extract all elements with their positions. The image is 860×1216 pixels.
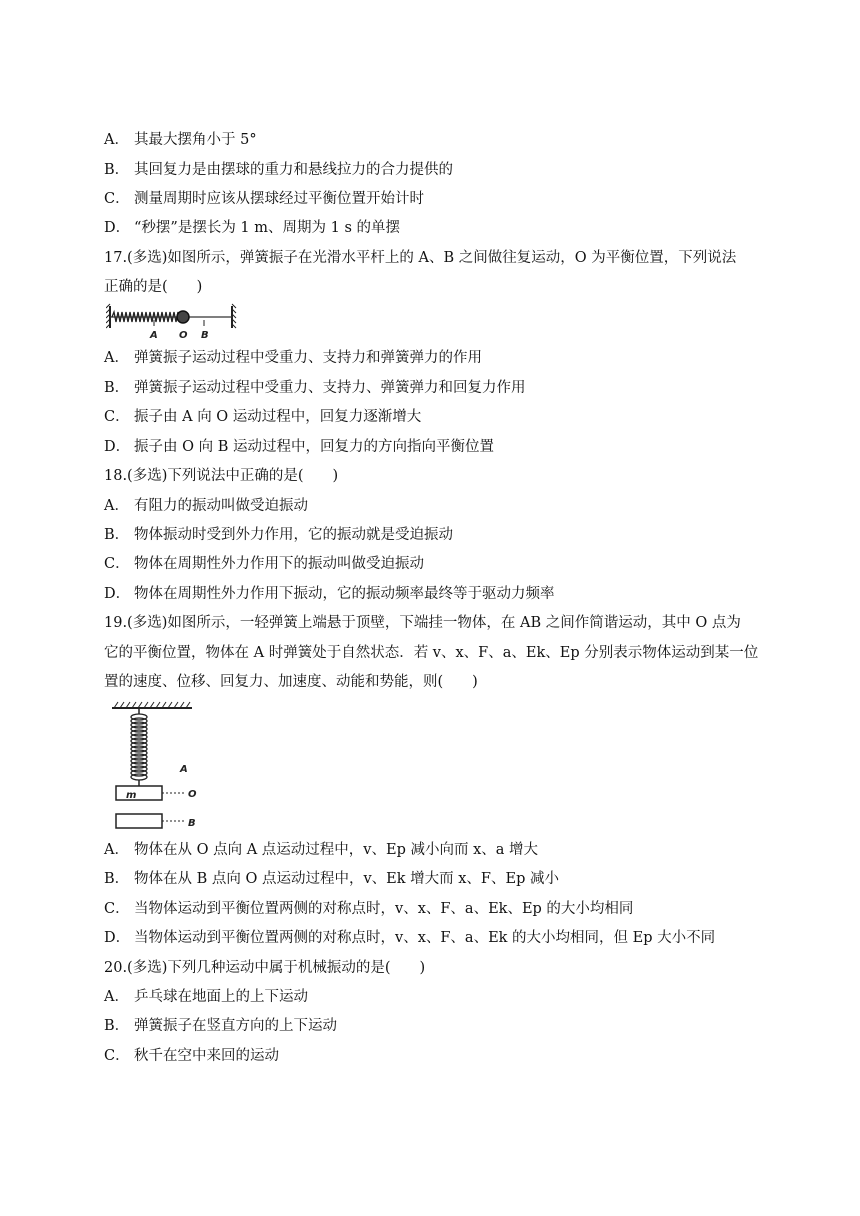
q18-option-a: A． 有阻力的振动叫做受迫振动 bbox=[104, 498, 308, 514]
q19-label-o: O bbox=[188, 789, 197, 800]
q19-stem-line3: 置的速度、位移、回复力、加速度、动能和势能，则( ) bbox=[104, 674, 478, 690]
q20-stem: 20.(多选)下列几种运动中属于机械振动的是( ) bbox=[104, 960, 426, 976]
q19-label-a: A bbox=[180, 764, 188, 775]
q17-option-a: A． 弹簧振子运动过程中受重力、支持力和弹簧弹力的作用 bbox=[104, 350, 482, 366]
q17-option-c: C． 振子由 A 向 O 运动过程中，回复力逐渐增大 bbox=[104, 409, 422, 425]
q17-option-d: D． 振子由 O 向 B 运动过程中，回复力的方向指向平衡位置 bbox=[104, 439, 494, 455]
q16-option-b: B． 其回复力是由摆球的重力和悬线拉力的合力提供的 bbox=[104, 162, 453, 178]
q17-label-b: B bbox=[201, 330, 209, 341]
q19-option-b: B． 物体在从 B 点向 O 点运动过程中，v、Ek 增大而 x、F、Ep 减小 bbox=[104, 871, 559, 887]
q19-label-m: m bbox=[126, 790, 137, 801]
q19-stem-line1: 19.(多选)如图所示，一轻弹簧上端悬于顶壁，下端挂一物体，在 AB 之间作简谐运动，其中 O 点为 bbox=[104, 615, 741, 631]
q19-label-b: B bbox=[188, 818, 196, 829]
q18-option-b: B． 物体振动时受到外力作用，它的振动就是受迫振动 bbox=[104, 527, 453, 543]
q18-option-d: D． 物体在周期性外力作用下振动，它的振动频率最终等于驱动力频率 bbox=[104, 586, 555, 602]
q17-spring-figure bbox=[106, 302, 238, 342]
q19-option-c: C． 当物体运动到平衡位置两侧的对称点时，v、x、F、a、Ek、Ep 的大小均相同 bbox=[104, 901, 634, 917]
q17-label-o: O bbox=[179, 330, 188, 341]
q16-option-c: C． 测量周期时应该从摆球经过平衡位置开始计时 bbox=[104, 191, 424, 207]
q19-stem-line2: 它的平衡位置，物体在 A 时弹簧处于自然状态．若 v、x、F、a、Ek、Ep 分别表示物体运动到某一位 bbox=[104, 645, 759, 661]
q19-option-a: A． 物体在从 O 点向 A 点运动过程中，v、Ep 减小向而 x、a 增大 bbox=[104, 842, 539, 858]
q17-stem-line1: 17.(多选)如图所示，弹簧振子在光滑水平杆上的 A、B 之间做往复运动，O 为平衡位置，下列说法 bbox=[104, 250, 737, 266]
q17-label-a: A bbox=[150, 330, 158, 341]
q20-option-b: B． 弹簧振子在竖直方向的上下运动 bbox=[104, 1018, 337, 1034]
q18-stem: 18.(多选)下列说法中正确的是( ) bbox=[104, 468, 339, 484]
q20-option-a: A． 乒乓球在地面上的上下运动 bbox=[104, 989, 308, 1005]
q17-stem-line2: 正确的是( ) bbox=[104, 279, 203, 295]
q18-option-c: C． 物体在周期性外力作用下的振动叫做受迫振动 bbox=[104, 556, 424, 572]
q19-vertical-spring-figure bbox=[112, 700, 208, 834]
q17-option-b: B． 弹簧振子运动过程中受重力、支持力、弹簧弹力和回复力作用 bbox=[104, 380, 526, 396]
q16-option-d: D． “秒摆”是摆长为 1 m、周期为 1 s 的单摆 bbox=[104, 220, 401, 236]
q19-option-d: D． 当物体运动到平衡位置两侧的对称点时，v、x、F、a、Ek 的大小均相同，但 Ep 大小不同 bbox=[104, 930, 716, 946]
q16-option-a: A． 其最大摆角小于 5° bbox=[104, 132, 257, 148]
q20-option-c: C． 秋千在空中来回的运动 bbox=[104, 1048, 279, 1064]
